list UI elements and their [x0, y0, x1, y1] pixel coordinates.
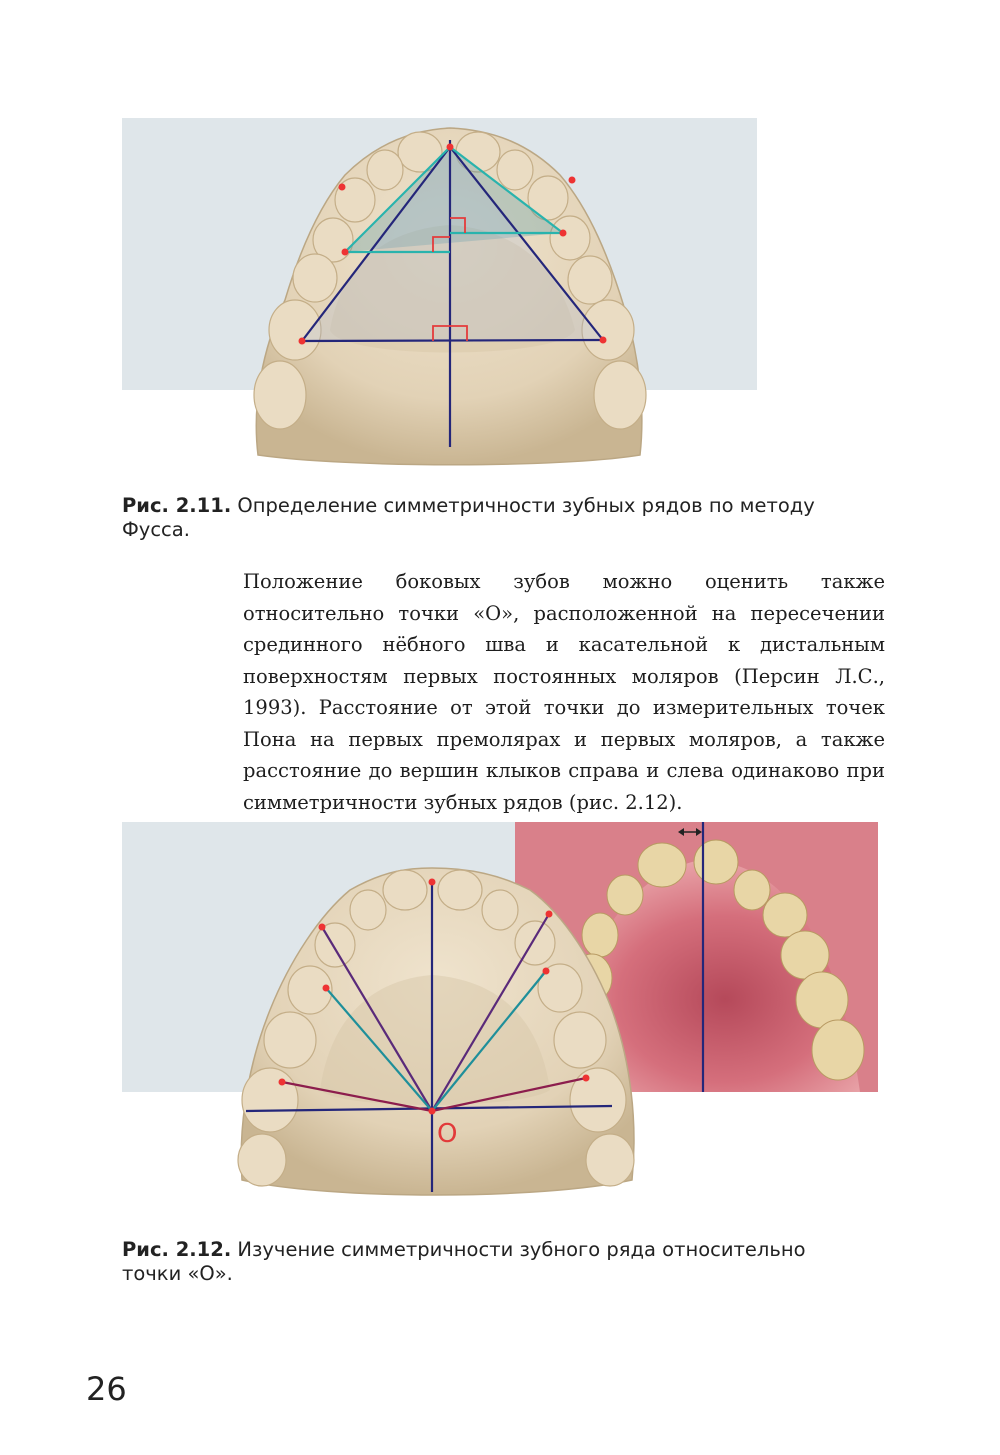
body-paragraph: Положение боковых зубов можно оценить также относительно точки «О», расположенной на пересечении срединного нёбного шва и касательной к дистальным поверхностям первых постоянных моляров (Персин Л.С., 1993). Расстояние от этой точки до измерительных точек Пона на первых премолярах и первых моляров, а также расстояние до вершин клыков справа и слева одинаково при симметричности зубных рядов (рис. 2.12). — [243, 570, 885, 814]
point-o — [429, 1108, 436, 1115]
molar-transverse-line — [302, 340, 603, 341]
point-o-label: O — [437, 1119, 458, 1149]
figure-2-11-text: Определение симметричности зубных рядов по методу Фусса. — [122, 494, 815, 541]
figure-2-11-number: Рис. 2.11. — [122, 494, 232, 517]
figure-fuss-method — [0, 0, 1000, 490]
figure-2-12-text: Изучение симметричности зубного ряда относительно точки «О». — [122, 1238, 806, 1285]
figure-2-12-caption — [122, 1238, 842, 1286]
figure-point-o-image — [0, 815, 1000, 1225]
page-number: 26 — [86, 1370, 127, 1408]
figure-point-o-method — [0, 815, 1000, 1225]
figure-2-12-number: Рис. 2.12. — [122, 1238, 232, 1261]
figure-fuss-method-image — [0, 0, 1000, 490]
figure-2-11-caption — [122, 494, 842, 542]
